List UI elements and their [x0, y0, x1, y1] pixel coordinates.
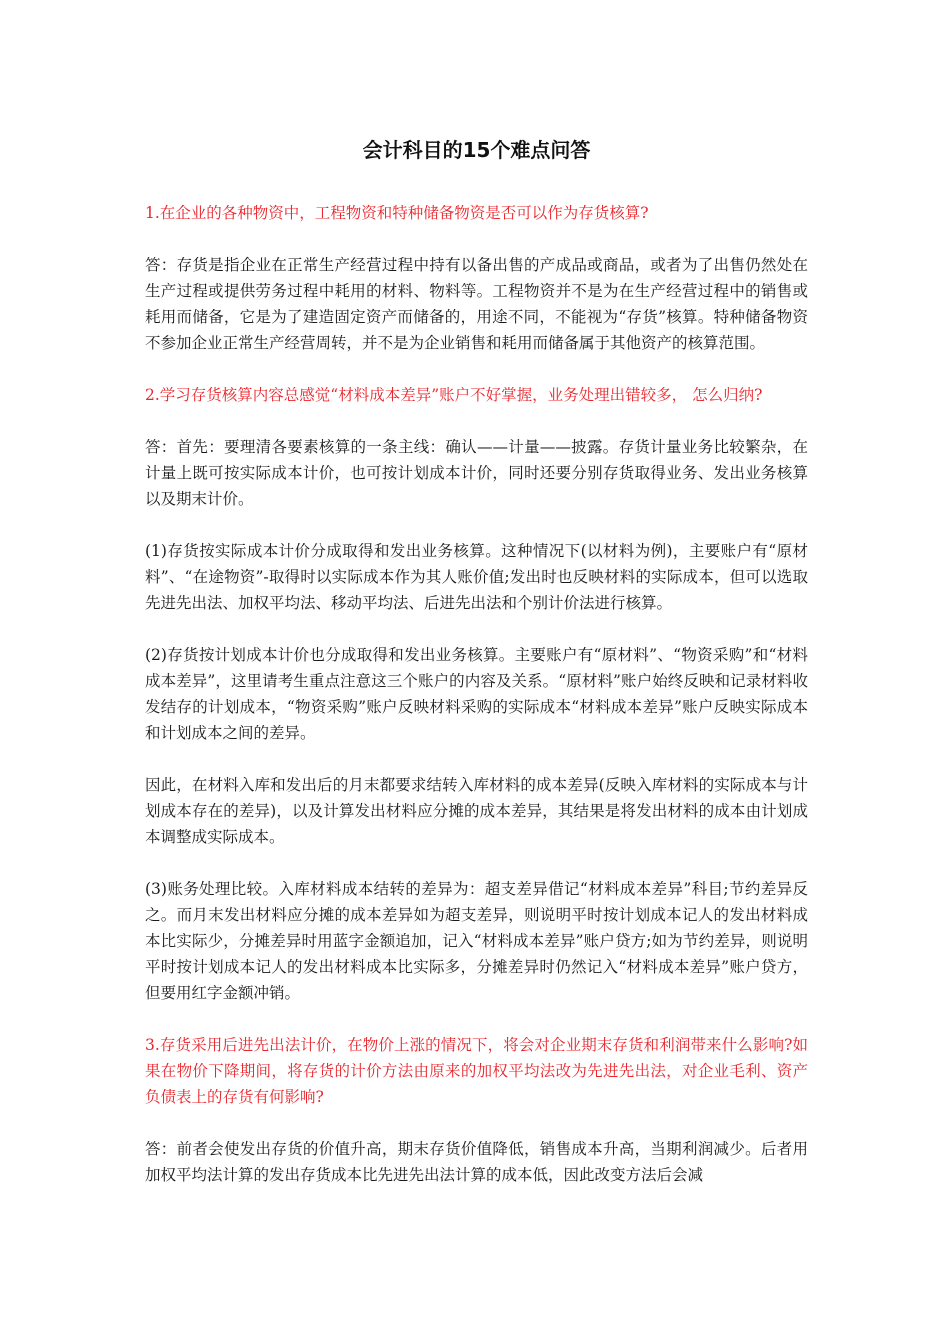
- document-body: [145, 132, 808, 1214]
- document-title: 会计科目的15个难点问答: [362, 138, 591, 162]
- answer-2-point-1: (1)存货按实际成本计价分成取得和发出业务核算。这种情况下(以材料为例)，主要账户有“原材料”、“在途物资”-取得时以实际成本作为其人账价值;发出时也反映材料的实际成本，但可以选取先进先出法、加权平均法、移动平均法、后进先出法和个别计价法进行核算。: [145, 542, 808, 612]
- answer-2-conclusion: 因此，在材料入库和发出后的月末都要求结转入库材料的成本差异(反映入库材料的实际成本与计划成本存在的差异)，以及计算发出材料应分摊的成本差异，其结果是将发出材料的成本由计划成本调整成实际成本。: [145, 776, 808, 846]
- question-3: 3.存货采用后进先出法计价，在物价上涨的情况下，将会对企业期末存货和利润带来什么影响?如果在物价下降期间，将存货的计价方法由原来的加权平均法改为先进先出法，对企业毛利、资产负债表上的存货有何影响?: [145, 1036, 808, 1106]
- answer-1: 答：存货是指企业在正常生产经营过程中持有以备出售的产成品或商品，或者为了出售仍然处在生产过程或提供劳务过程中耗用的材料、物料等。工程物资并不是为在生产经营过程中的销售或耗用而储备，它是为了建造固定资产而储备的，用途不同，不能视为“存货”核算。特种储备物资不参加企业正常生产经营周转，并不是为企业销售和耗用而储备属于其他资产的核算范围。: [145, 256, 808, 352]
- answer-3: 答：前者会使发出存货的价值升高，期末存货价值降低，销售成本升高，当期利润减少。后者用加权平均法计算的发出存货成本比先进先出法计算的成本低，因此改变方法后会减: [145, 1140, 808, 1184]
- question-2: 2.学习存货核算内容总感觉“材料成本差异”账户不好掌握，业务处理出错较多， 怎么归纳?: [145, 386, 763, 404]
- answer-2-point-2: (2)存货按计划成本计价也分成取得和发出业务核算。主要账户有“原材料”、“物资采购”和“材料成本差异”，这里请考生重点注意这三个账户的内容及关系。“原材料”账户始终反映和记录材料收发结存的计划成本，“物资采购”账户反映材料采购的实际成本“材料成本差异”账户反映实际成本和计划成本之间的差异。: [145, 646, 808, 742]
- question-1: 1.在企业的各种物资中，工程物资和特种储备物资是否可以作为存货核算?: [145, 204, 649, 222]
- answer-2-point-3: (3)账务处理比较。入库材料成本结转的差异为：超支差异借记“材料成本差异”科目;节约差异反之。而月末发出材料应分摊的成本差异如为超支差异，则说明平时按计划成本记人的发出材料成本比实际少，分摊差异时用蓝字金额追加，记入“材料成本差异”账户贷方;如为节约差异，则说明平时按计划成本记人的发出材料成本比实际多，分摊差异时仍然记入“材料成本差异”账户贷方，但要用红字金额冲销。: [145, 880, 808, 1002]
- answer-2-intro: 答：首先：要理清各要素核算的一条主线：确认——计量——披露。存货计量业务比较繁杂，在计量上既可按实际成本计价，也可按计划成本计价，同时还要分别存货取得业务、发出业务核算以及期末计价。: [145, 438, 808, 508]
